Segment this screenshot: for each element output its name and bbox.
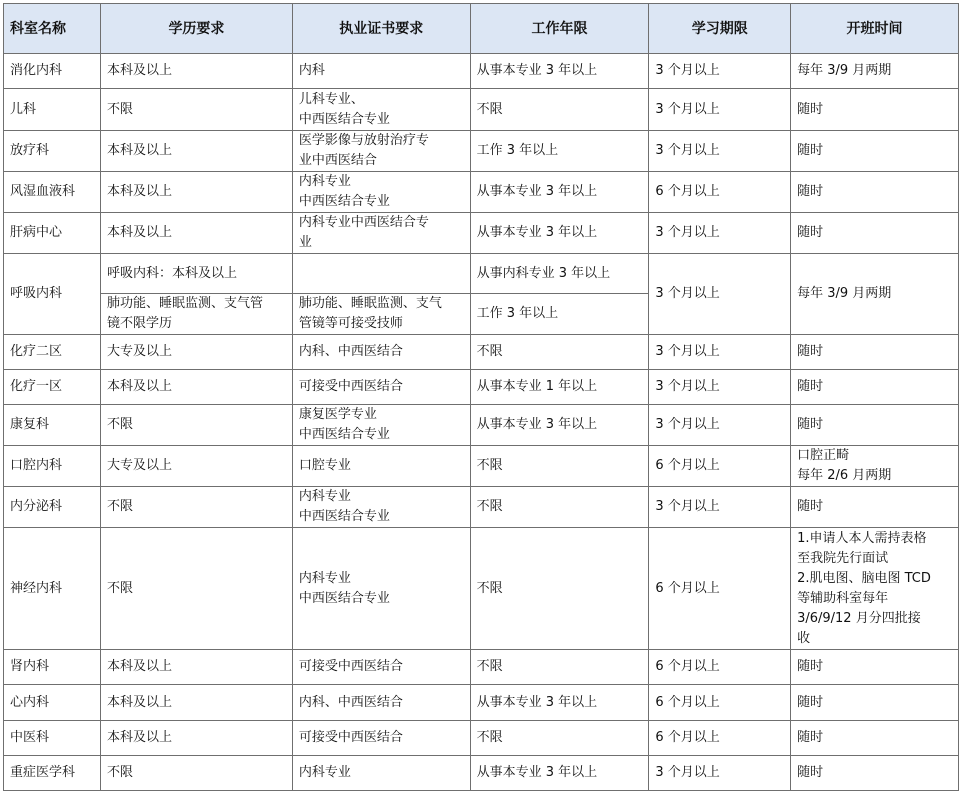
table-row xyxy=(4,213,959,254)
cell-education: 呼吸内科：本科及以上 xyxy=(101,254,293,294)
cell-work-years: 从事本专业 1 年以上 xyxy=(470,370,649,405)
cell-start-time: 随时 xyxy=(791,685,959,721)
cell-certificate: 口腔专业 xyxy=(292,446,470,487)
cell-start-time: 口腔正畸 每年 2/6 月两期 xyxy=(791,446,959,487)
cell-start-time: 随时 xyxy=(791,650,959,685)
cell-work-years: 不限 xyxy=(470,721,649,756)
cell-study-period: 3 个月以上 xyxy=(649,131,791,172)
table-row xyxy=(4,54,959,89)
cell-start-time: 每年 3/9 月两期 xyxy=(791,54,959,89)
cell-dept: 化疗一区 xyxy=(4,370,101,405)
cell-education: 不限 xyxy=(101,89,293,131)
cell-dept: 放疗科 xyxy=(4,131,101,172)
cell-study-period: 6 个月以上 xyxy=(649,528,791,650)
cell-start-time: 随时 xyxy=(791,335,959,370)
cell-start-time: 随时 xyxy=(791,487,959,528)
cell-work-years: 从事本专业 3 年以上 xyxy=(470,756,649,791)
cell-study-period: 6 个月以上 xyxy=(649,721,791,756)
cell-certificate xyxy=(292,254,470,294)
cell-education: 不限 xyxy=(101,528,293,650)
cell-work-years: 从事内科专业 3 年以上 xyxy=(470,254,649,294)
cell-education: 不限 xyxy=(101,487,293,528)
cell-education: 本科及以上 xyxy=(101,131,293,172)
cell-work-years: 从事本专业 3 年以上 xyxy=(470,213,649,254)
cell-education: 本科及以上 xyxy=(101,172,293,213)
cell-dept: 内分泌科 xyxy=(4,487,101,528)
cell-education: 肺功能、睡眠监测、支气管 镜不限学历 xyxy=(101,294,293,335)
cell-certificate: 内科 xyxy=(292,54,470,89)
cell-study-period: 3 个月以上 xyxy=(649,254,791,335)
cell-education: 大专及以上 xyxy=(101,446,293,487)
cell-certificate: 内科专业中西医结合专 业 xyxy=(292,213,470,254)
cell-dept: 肾内科 xyxy=(4,650,101,685)
header-start-time: 开班时间 xyxy=(791,4,959,54)
cell-work-years: 不限 xyxy=(470,528,649,650)
cell-start-time: 随时 xyxy=(791,131,959,172)
cell-education: 本科及以上 xyxy=(101,370,293,405)
cell-start-time: 1.申请人本人需持表格 至我院先行面试 2.肌电图、脑电图 TCD 等辅助科室每年 3/6/9/12 月分四批接 收 xyxy=(791,528,959,650)
cell-certificate: 医学影像与放射治疗专 业中西医结合 xyxy=(292,131,470,172)
table-row xyxy=(4,370,959,405)
cell-study-period: 3 个月以上 xyxy=(649,405,791,446)
cell-certificate: 可接受中西医结合 xyxy=(292,721,470,756)
cell-education: 本科及以上 xyxy=(101,721,293,756)
table-row xyxy=(4,172,959,213)
header-row xyxy=(4,4,959,54)
cell-certificate: 儿科专业、 中西医结合专业 xyxy=(292,89,470,131)
cell-dept: 消化内科 xyxy=(4,54,101,89)
cell-certificate: 内科专业 xyxy=(292,756,470,791)
cell-dept: 心内科 xyxy=(4,685,101,721)
header-study-period: 学习期限 xyxy=(649,4,791,54)
cell-study-period: 6 个月以上 xyxy=(649,650,791,685)
cell-work-years: 不限 xyxy=(470,650,649,685)
table-row xyxy=(4,254,959,294)
cell-dept: 口腔内科 xyxy=(4,446,101,487)
cell-certificate: 内科专业 中西医结合专业 xyxy=(292,528,470,650)
cell-start-time: 随时 xyxy=(791,213,959,254)
cell-dept: 风湿血液科 xyxy=(4,172,101,213)
table-row xyxy=(4,528,959,650)
cell-start-time: 随时 xyxy=(791,89,959,131)
cell-study-period: 3 个月以上 xyxy=(649,487,791,528)
cell-work-years: 工作 3 年以上 xyxy=(470,131,649,172)
cell-start-time: 随时 xyxy=(791,721,959,756)
table-row xyxy=(4,721,959,756)
cell-study-period: 3 个月以上 xyxy=(649,335,791,370)
cell-dept: 重症医学科 xyxy=(4,756,101,791)
cell-study-period: 3 个月以上 xyxy=(649,89,791,131)
header-certificate: 执业证书要求 xyxy=(292,4,470,54)
cell-work-years: 不限 xyxy=(470,487,649,528)
table-row xyxy=(4,89,959,131)
cell-work-years: 不限 xyxy=(470,335,649,370)
table-row xyxy=(4,446,959,487)
cell-dept: 儿科 xyxy=(4,89,101,131)
cell-work-years: 不限 xyxy=(470,89,649,131)
cell-study-period: 3 个月以上 xyxy=(649,54,791,89)
cell-education: 不限 xyxy=(101,405,293,446)
cell-education: 不限 xyxy=(101,756,293,791)
cell-start-time: 随时 xyxy=(791,756,959,791)
table-row xyxy=(4,405,959,446)
cell-study-period: 3 个月以上 xyxy=(649,370,791,405)
cell-dept: 呼吸内科 xyxy=(4,254,101,335)
cell-certificate: 内科专业 中西医结合专业 xyxy=(292,487,470,528)
table-row xyxy=(4,756,959,791)
table-row xyxy=(4,650,959,685)
cell-study-period: 3 个月以上 xyxy=(649,213,791,254)
cell-start-time: 随时 xyxy=(791,370,959,405)
cell-education: 本科及以上 xyxy=(101,54,293,89)
table-row xyxy=(4,131,959,172)
cell-study-period: 6 个月以上 xyxy=(649,172,791,213)
cell-education: 本科及以上 xyxy=(101,213,293,254)
cell-certificate: 康复医学专业 中西医结合专业 xyxy=(292,405,470,446)
table-row xyxy=(4,685,959,721)
cell-dept: 神经内科 xyxy=(4,528,101,650)
cell-start-time: 随时 xyxy=(791,172,959,213)
cell-work-years: 不限 xyxy=(470,446,649,487)
cell-dept: 康复科 xyxy=(4,405,101,446)
cell-work-years: 从事本专业 3 年以上 xyxy=(470,54,649,89)
cell-study-period: 3 个月以上 xyxy=(649,756,791,791)
cell-work-years: 工作 3 年以上 xyxy=(470,294,649,335)
cell-dept: 中医科 xyxy=(4,721,101,756)
cell-study-period: 6 个月以上 xyxy=(649,685,791,721)
cell-certificate: 可接受中西医结合 xyxy=(292,650,470,685)
header-work-years: 工作年限 xyxy=(470,4,649,54)
training-requirements-table xyxy=(3,3,959,791)
cell-work-years: 从事本专业 3 年以上 xyxy=(470,685,649,721)
cell-work-years: 从事本专业 3 年以上 xyxy=(470,405,649,446)
cell-education: 大专及以上 xyxy=(101,335,293,370)
cell-start-time: 随时 xyxy=(791,405,959,446)
cell-dept: 化疗二区 xyxy=(4,335,101,370)
header-dept: 科室名称 xyxy=(4,4,101,54)
header-education: 学历要求 xyxy=(101,4,293,54)
table-row xyxy=(4,335,959,370)
cell-certificate: 内科专业 中西医结合专业 xyxy=(292,172,470,213)
cell-education: 本科及以上 xyxy=(101,685,293,721)
cell-certificate: 内科、中西医结合 xyxy=(292,335,470,370)
table-row xyxy=(4,487,959,528)
cell-start-time: 每年 3/9 月两期 xyxy=(791,254,959,335)
cell-certificate: 肺功能、睡眠监测、支气 管镜等可接受技师 xyxy=(292,294,470,335)
cell-study-period: 6 个月以上 xyxy=(649,446,791,487)
cell-dept: 肝病中心 xyxy=(4,213,101,254)
cell-certificate: 内科、中西医结合 xyxy=(292,685,470,721)
cell-education: 本科及以上 xyxy=(101,650,293,685)
cell-work-years: 从事本专业 3 年以上 xyxy=(470,172,649,213)
cell-certificate: 可接受中西医结合 xyxy=(292,370,470,405)
